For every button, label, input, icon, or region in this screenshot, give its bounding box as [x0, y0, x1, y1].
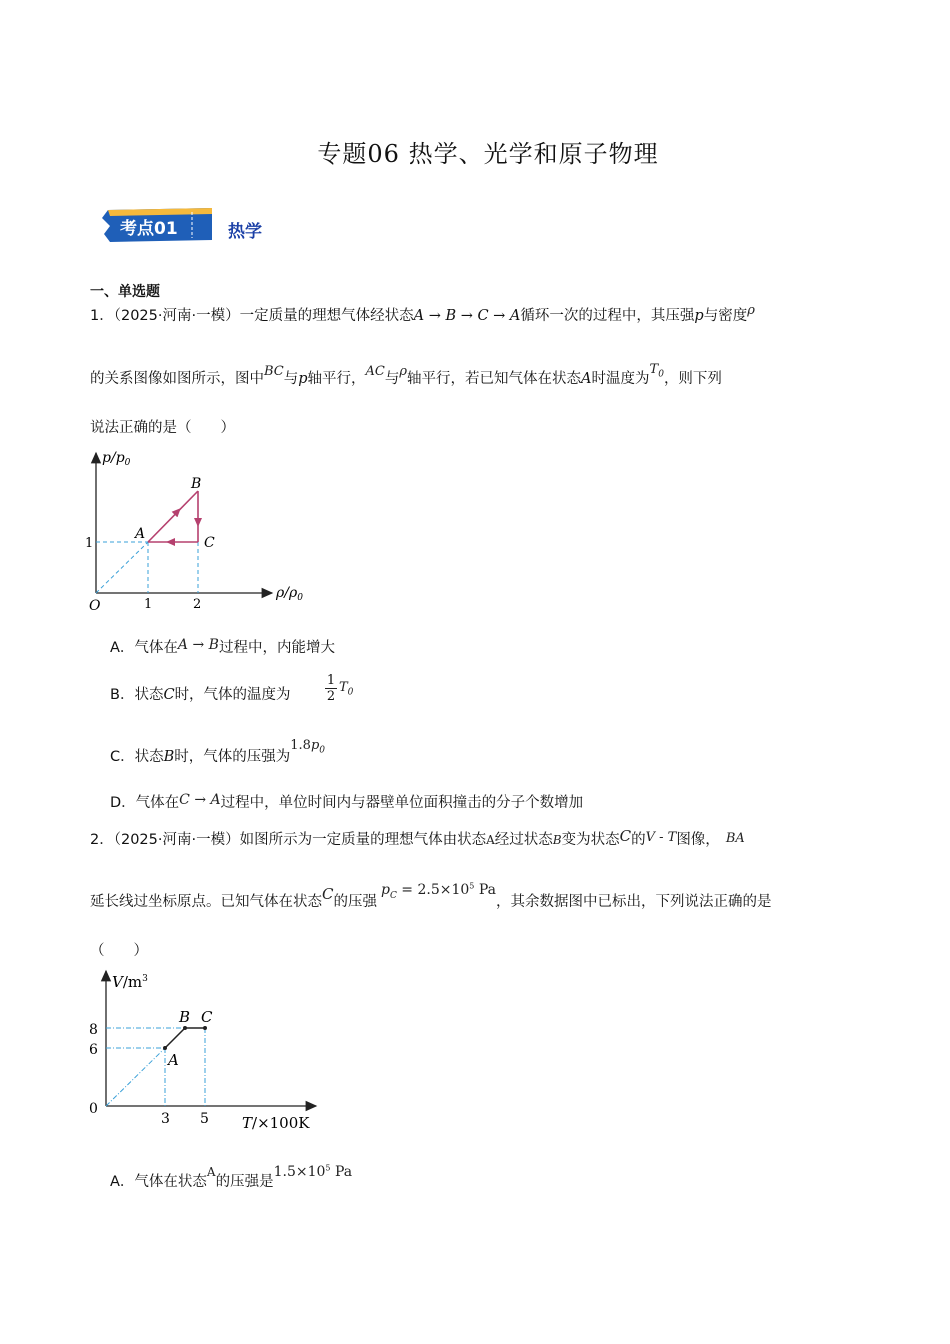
p-subscript: 0	[319, 745, 326, 756]
option-label: A．	[110, 1174, 135, 1190]
q1-line-2	[90, 362, 722, 390]
q1-var-rho: ρ	[747, 303, 755, 318]
t-subscript: 0	[347, 687, 354, 698]
option-text: 时，气体的压强为	[174, 749, 291, 765]
option-value: 1.8	[290, 738, 311, 753]
option-text: 状态	[134, 749, 164, 765]
tick-y-6: 6	[89, 1042, 98, 1058]
pressure-exponent: 5	[325, 1163, 331, 1173]
option-text: 过程中，单位时间内与器壁单位面积撞击的分子个数增加	[220, 795, 584, 811]
option-text: 气体在	[134, 640, 178, 656]
q1-pressure-density-graph	[80, 445, 330, 620]
q2-text: 变为状态	[561, 832, 620, 848]
q2-vt-label: V - T	[645, 830, 677, 845]
q2-line-3: （ ）	[90, 943, 148, 959]
tick-y-8: 8	[89, 1022, 98, 1038]
y-label-exp: 3	[142, 974, 148, 984]
q1-var-rho: ρ	[399, 364, 408, 379]
q1-option-c[interactable]	[110, 738, 326, 768]
point-a	[163, 1046, 167, 1050]
y-label-p0: p	[115, 450, 125, 466]
option-text: 时，气体的温度为	[174, 687, 291, 703]
process-path	[165, 1028, 205, 1048]
point-b	[183, 1026, 187, 1030]
origin-label: 0	[89, 1101, 98, 1117]
point-c	[203, 1026, 207, 1030]
q1-option-b-t0	[339, 680, 353, 698]
q1-var-bc: BC	[264, 364, 284, 379]
option-state-a: A	[206, 1165, 216, 1179]
q1-text: 轴平行，若已知气体在状态	[407, 371, 582, 387]
q1-var-p: p	[694, 308, 704, 324]
y-axis-label: $p/p_0$	[102, 450, 131, 468]
x-axis-label: $\rho/\rho_0$	[276, 585, 303, 603]
fraction-denominator: 2	[326, 689, 336, 704]
q2-text: 图像，	[676, 832, 720, 848]
q1-line-1	[90, 304, 755, 325]
point-c-label: C	[204, 535, 215, 551]
y-label-sub: 0	[124, 458, 131, 468]
q2-number: 2．	[90, 832, 114, 848]
q1-var-ac: AC	[365, 364, 385, 379]
pressure-mantissa: 1.5×10	[273, 1164, 326, 1180]
pc-subscript: C	[389, 890, 397, 901]
q1-text: 与	[384, 371, 400, 387]
t-symbol: T	[649, 362, 659, 377]
tick-x-3: 3	[161, 1111, 170, 1127]
fraction-numerator: 1	[326, 673, 336, 688]
q1-text: 循环一次的过程中，其压强	[520, 308, 695, 324]
q1-text: 的关系图像如图所示，图中	[90, 371, 264, 387]
q1-var-t0	[649, 362, 664, 380]
q2-option-a[interactable]	[110, 1163, 353, 1191]
y-axis-label	[112, 973, 148, 991]
point-b-label: B	[191, 476, 202, 492]
origin-label: O	[89, 598, 101, 614]
pc-exponent: 5	[469, 881, 475, 891]
option-var-c: C	[163, 687, 175, 703]
t-symbol: T	[339, 680, 348, 695]
q2-line-1	[90, 828, 745, 849]
q2-text: 的压强	[333, 894, 377, 910]
q2-line-2	[90, 881, 772, 913]
option-label: A．	[110, 640, 135, 656]
q2-text: ，其余数据图中已标出，下列说法正确的是	[495, 894, 772, 910]
option-text: 气体在	[135, 795, 180, 811]
q1-option-b[interactable]	[110, 683, 291, 704]
q1-number: 1．	[90, 308, 114, 324]
q1-state-sequence: A → B → C → A	[413, 308, 521, 324]
section-title: 热学	[228, 222, 262, 242]
option-p0	[310, 738, 326, 756]
q2-volume-temperature-graph	[80, 965, 330, 1135]
t-subscript: 0	[658, 369, 664, 380]
q1-text: 与密度	[703, 308, 748, 324]
q2-source: （2025·河南·一模）	[113, 832, 240, 848]
q1-var-a: A	[581, 371, 592, 387]
option-text: 过程中，内能增大	[218, 640, 335, 656]
q1-line-3: 说法正确的是（ ）	[90, 420, 235, 436]
pc-symbol: p	[380, 882, 390, 898]
part-heading: 一、单选题	[90, 284, 160, 300]
x-label-unit: /×100K	[252, 1114, 310, 1132]
option-label: C．	[110, 749, 135, 765]
q2-state-b: B	[552, 833, 562, 847]
q1-text: 一定质量的理想气体经状态	[239, 308, 414, 324]
point-b-label: B	[179, 1008, 191, 1026]
option-text: 气体在状态	[134, 1174, 207, 1190]
badge-label: 考点01	[120, 219, 178, 239]
q1-option-b-fraction	[325, 673, 337, 704]
q2-text: 的	[631, 832, 646, 848]
q1-option-d[interactable]	[110, 791, 583, 812]
option-label: B．	[110, 687, 135, 703]
q1-option-a[interactable]	[110, 636, 335, 657]
q1-text: ，则下列	[663, 371, 722, 387]
x-axis-label	[242, 1114, 310, 1132]
option-text: 状态	[134, 687, 164, 703]
option-var-b: B	[163, 749, 175, 765]
q2-state-c: C	[322, 885, 334, 903]
tick-x-1: 1	[144, 597, 153, 612]
origin-guide-line	[106, 1048, 165, 1106]
y-label-p: p	[102, 450, 111, 466]
tick-x-2: 2	[193, 597, 202, 612]
option-expr: A → B	[177, 637, 219, 653]
q2-pc-expression	[380, 881, 496, 901]
q2-text: 如图所示为一定质量的理想气体由状态	[239, 832, 487, 848]
y-label-unit: /m	[122, 973, 143, 991]
option-expr: C → A	[179, 792, 221, 808]
q1-text: 轴平行，	[307, 371, 366, 387]
origin-guide-line	[96, 542, 148, 593]
q1-text: 时温度为	[591, 371, 650, 387]
x-label-sub: 0	[297, 593, 303, 603]
q1-var-p: p	[298, 371, 308, 387]
option-label: D．	[110, 795, 136, 811]
topic-badge	[100, 204, 216, 244]
tick-y-1: 1	[85, 536, 94, 551]
p-symbol: p	[310, 738, 320, 753]
pressure-unit: Pa	[334, 1164, 353, 1180]
q2-state-a: A	[486, 833, 495, 847]
segment-a-b	[148, 491, 198, 542]
point-a-label: A	[135, 526, 146, 542]
q1-text: 与	[283, 371, 299, 387]
q1-source: （2025·河南·一模）	[113, 308, 240, 324]
x-label-rho: ρ	[276, 585, 285, 601]
y-label-v: V	[112, 973, 123, 991]
q2-text: 经过状态	[494, 832, 553, 848]
option-pressure-value	[274, 1164, 353, 1180]
pc-value: = 2.5×10	[401, 882, 470, 898]
q2-text: 延长线过坐标原点。已知气体在状态	[90, 894, 322, 910]
q2-state-c: C	[619, 827, 632, 845]
x-label-rho0: ρ	[288, 585, 298, 601]
x-label-t: T	[242, 1114, 253, 1132]
q2-var-ba: BA	[725, 831, 745, 846]
pc-unit: Pa	[478, 882, 496, 898]
tick-x-5: 5	[200, 1111, 209, 1127]
option-text: 的压强是	[215, 1174, 274, 1190]
document-title: 专题06 热学、光学和原子物理	[317, 140, 659, 168]
point-c-label: C	[201, 1008, 213, 1026]
point-a-label: A	[168, 1051, 179, 1069]
